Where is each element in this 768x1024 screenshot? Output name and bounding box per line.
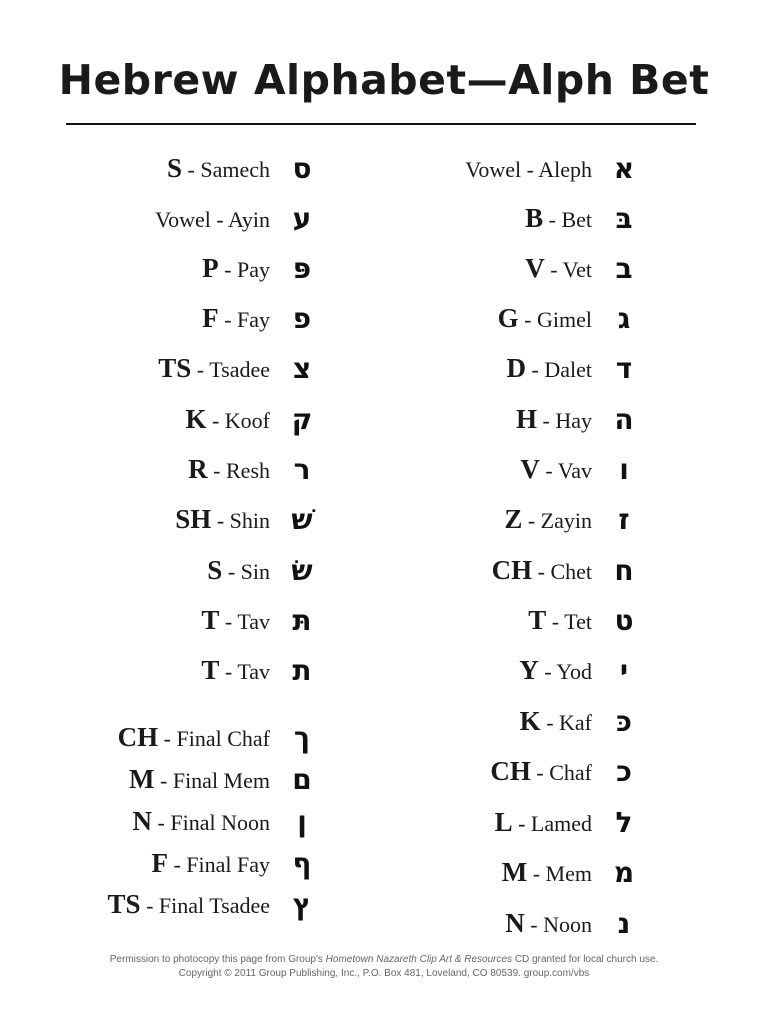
letter-name: Bet [561, 206, 592, 232]
letter-label [380, 655, 592, 686]
letter-separator: - [154, 767, 173, 793]
letter-label [20, 153, 270, 184]
letter-name: Tet [564, 608, 592, 634]
letter-separator: - [207, 457, 226, 483]
hebrew-letter: שׁ [291, 502, 313, 536]
hebrew-letter: י [619, 653, 629, 687]
letter-row [20, 248, 320, 288]
letter-abbr: K [185, 403, 207, 434]
letter-row [380, 802, 642, 842]
permission-text-end: CD granted for local church use. [512, 954, 659, 965]
letter-label [20, 889, 270, 920]
letter-label [380, 353, 592, 384]
letter-name: Vav [557, 457, 592, 483]
letter-name: Final Tsadee [158, 892, 270, 918]
letter-name: Pay [237, 256, 270, 282]
letter-separator: - [526, 356, 545, 382]
letter-abbr: TS [107, 888, 141, 919]
letter-row [20, 884, 320, 924]
hebrew-letter: ץ [292, 887, 312, 921]
letter-abbr: K [519, 705, 541, 736]
letter-label [20, 504, 270, 535]
letter-label [20, 454, 270, 485]
hebrew-letter: א [613, 151, 635, 185]
hebrew-letter: נ [617, 906, 631, 940]
letter-label [20, 722, 270, 753]
letter-name: Final Noon [170, 809, 270, 835]
hebrew-letter: ד [615, 351, 633, 385]
letter-abbr: D [506, 352, 527, 383]
letter-abbr: T [201, 604, 220, 635]
letter-separator: - [158, 725, 177, 751]
letter-label [380, 253, 592, 284]
letter-label [20, 605, 270, 636]
letter-separator: - [537, 407, 556, 433]
letter-name: Vowel - Ayin [155, 206, 270, 232]
letter-name: Samech [200, 156, 270, 182]
letter-separator: - [182, 156, 201, 182]
letter-abbr: CH [491, 554, 533, 585]
letter-abbr: M [129, 763, 155, 794]
letter-name: Gimel [537, 306, 592, 332]
letter-separator: - [546, 608, 565, 634]
letter-name: Fay [237, 306, 270, 332]
letter-abbr: V [525, 252, 545, 283]
letter-name: Yod [556, 658, 592, 684]
letter-abbr: SH [175, 503, 212, 534]
hebrew-letter: כּ [616, 704, 632, 738]
hebrew-letter: ם [292, 762, 312, 796]
letter-label [380, 555, 592, 586]
letter-separator: - [524, 911, 544, 937]
letter-row [20, 717, 320, 757]
letter-label [380, 706, 592, 737]
letter-name: Kaf [559, 709, 592, 735]
letter-label [380, 153, 592, 184]
letter-row [380, 348, 642, 388]
letter-separator: - [167, 851, 187, 877]
hebrew-letter: בּ [615, 201, 633, 235]
letter-separator: - [544, 256, 563, 282]
letter-name: Chaf [549, 759, 592, 785]
letter-name: Shin [229, 507, 270, 533]
letter-abbr: S [166, 152, 183, 183]
hebrew-letter: כ [616, 754, 632, 788]
letter-name: Tsadee [209, 356, 270, 382]
letter-name: Tav [237, 658, 270, 684]
letter-separator: - [140, 892, 159, 918]
letter-abbr: R [188, 453, 208, 484]
letter-abbr: TS [158, 352, 192, 383]
letter-separator: - [530, 759, 550, 785]
product-title: Hometown Nazareth Clip Art & Resources [325, 954, 513, 965]
letter-row [20, 650, 320, 690]
hebrew-letter: ל [615, 805, 633, 839]
letter-row [380, 198, 642, 238]
letter-label [380, 203, 592, 234]
letter-label [380, 303, 592, 334]
letter-separator: - [219, 658, 238, 684]
letter-row [380, 903, 642, 943]
hebrew-letter: ע [292, 201, 312, 235]
letter-separator: - [218, 306, 237, 332]
letter-separator: - [543, 206, 562, 232]
hebrew-letter: ח [614, 553, 634, 587]
letter-name: Final Fay [186, 851, 270, 877]
letter-name: Vet [562, 256, 592, 282]
letter-row [380, 298, 642, 338]
letter-name: Final Chaf [176, 725, 270, 751]
letter-name: Final Mem [172, 767, 270, 793]
letter-row [20, 449, 320, 489]
hebrew-letter: ך [293, 720, 311, 754]
letter-name: Sin [240, 558, 270, 584]
letter-abbr: N [505, 907, 525, 938]
hebrew-letter: ט [614, 603, 634, 637]
hebrew-letter: ר [293, 452, 311, 486]
letter-abbr: CH [117, 721, 159, 752]
title-divider [66, 123, 696, 125]
letter-label [20, 764, 270, 795]
hebrew-letter: צ [292, 351, 312, 385]
letter-row [380, 499, 642, 539]
letter-row [20, 550, 320, 590]
hebrew-letter: תּ [292, 603, 312, 637]
hebrew-letter: ו [619, 452, 629, 486]
copyright-notice: Copyright © 2011 Group Publishing, Inc., P.O. Box 481, Loveland, CO 80539. group.com/vbs [178, 968, 590, 979]
letter-abbr: F [202, 302, 219, 333]
letter-label [380, 807, 592, 838]
letter-abbr: S [207, 554, 223, 585]
letter-label [20, 848, 270, 879]
letter-row [20, 198, 320, 238]
letter-row [20, 600, 320, 640]
letter-name: Tav [237, 608, 270, 634]
letter-row [380, 550, 642, 590]
hebrew-letter: ת [292, 653, 312, 687]
letter-row [380, 600, 642, 640]
letter-label [20, 655, 270, 686]
letter-abbr: F [151, 847, 168, 878]
letter-label [380, 756, 592, 787]
letter-name: Noon [543, 911, 592, 937]
letter-row [20, 843, 320, 883]
permission-notice [0, 954, 768, 965]
letter-abbr: Y [519, 654, 539, 685]
letter-label [380, 857, 592, 888]
letter-separator: - [211, 507, 230, 533]
letter-separator: - [538, 658, 557, 684]
hebrew-letter: ה [614, 402, 634, 436]
letter-row [380, 248, 642, 288]
letter-abbr: M [501, 856, 528, 887]
letter-abbr: P [202, 252, 219, 283]
letter-label [380, 908, 592, 939]
letter-separator: - [152, 809, 171, 835]
letter-label [380, 404, 592, 435]
letter-abbr: CH [490, 755, 531, 786]
letter-abbr: L [494, 806, 513, 837]
letter-row [20, 499, 320, 539]
letter-abbr: G [497, 302, 519, 333]
letter-row [380, 701, 642, 741]
letter-abbr: B [525, 202, 544, 233]
letter-name: Dalet [544, 356, 592, 382]
letter-separator: - [512, 810, 531, 836]
letter-row [380, 399, 642, 439]
letter-label [20, 555, 270, 586]
letter-label [20, 404, 270, 435]
letter-abbr: T [528, 604, 547, 635]
hebrew-letter: ב [615, 251, 633, 285]
hebrew-letter: פ [292, 301, 312, 335]
letter-separator: - [219, 608, 238, 634]
letter-row [20, 801, 320, 841]
letter-row [20, 399, 320, 439]
letter-row [380, 650, 642, 690]
letter-separator: - [532, 558, 551, 584]
letter-name: Mem [545, 860, 592, 886]
letter-separator: - [539, 457, 558, 483]
letter-separator: - [218, 256, 237, 282]
hebrew-letter: ז [618, 502, 630, 536]
letter-separator: - [191, 356, 210, 382]
letter-abbr: N [132, 805, 153, 836]
letter-abbr: T [201, 654, 220, 685]
letter-abbr: V [520, 453, 540, 484]
letter-label [20, 353, 270, 384]
hebrew-letter: ק [291, 402, 313, 436]
letter-separator: - [206, 407, 225, 433]
letter-name: Lamed [530, 810, 592, 836]
hebrew-letter: ס [292, 151, 312, 185]
letter-label [20, 253, 270, 284]
letter-label [380, 504, 592, 535]
letter-separator: - [222, 558, 241, 584]
letter-label [20, 806, 270, 837]
letter-name: Zayin [540, 507, 592, 533]
letter-row [380, 449, 642, 489]
letter-separator: - [540, 709, 560, 735]
letter-row [20, 298, 320, 338]
letter-name: Resh [226, 457, 270, 483]
letter-name: Vowel - Aleph [465, 156, 592, 182]
letter-label [20, 203, 270, 234]
hebrew-letter: שׂ [291, 553, 313, 587]
hebrew-letter: ף [292, 846, 312, 880]
letter-label [380, 454, 592, 485]
letter-row [20, 759, 320, 799]
letter-row [20, 148, 320, 188]
letter-name: Chet [550, 558, 592, 584]
letter-separator: - [527, 860, 546, 886]
letter-row [380, 852, 642, 892]
letter-row [20, 348, 320, 388]
letter-row [380, 148, 642, 188]
letter-name: Hay [555, 407, 592, 433]
letter-label [20, 303, 270, 334]
page-title: Hebrew Alphabet—Alph Bet [58, 56, 710, 104]
letter-separator: - [518, 306, 537, 332]
hebrew-letter: ן [297, 804, 307, 838]
letter-label [380, 605, 592, 636]
letter-name: Koof [224, 407, 270, 433]
permission-text-start: Permission to photocopy this page from Group's [109, 954, 326, 965]
letter-separator: - [522, 507, 541, 533]
letter-abbr: H [516, 403, 538, 434]
hebrew-letter: מ [613, 855, 635, 889]
letter-abbr: Z [504, 503, 523, 534]
hebrew-letter: ג [617, 301, 631, 335]
letter-row [380, 751, 642, 791]
hebrew-letter: פּ [292, 251, 312, 285]
